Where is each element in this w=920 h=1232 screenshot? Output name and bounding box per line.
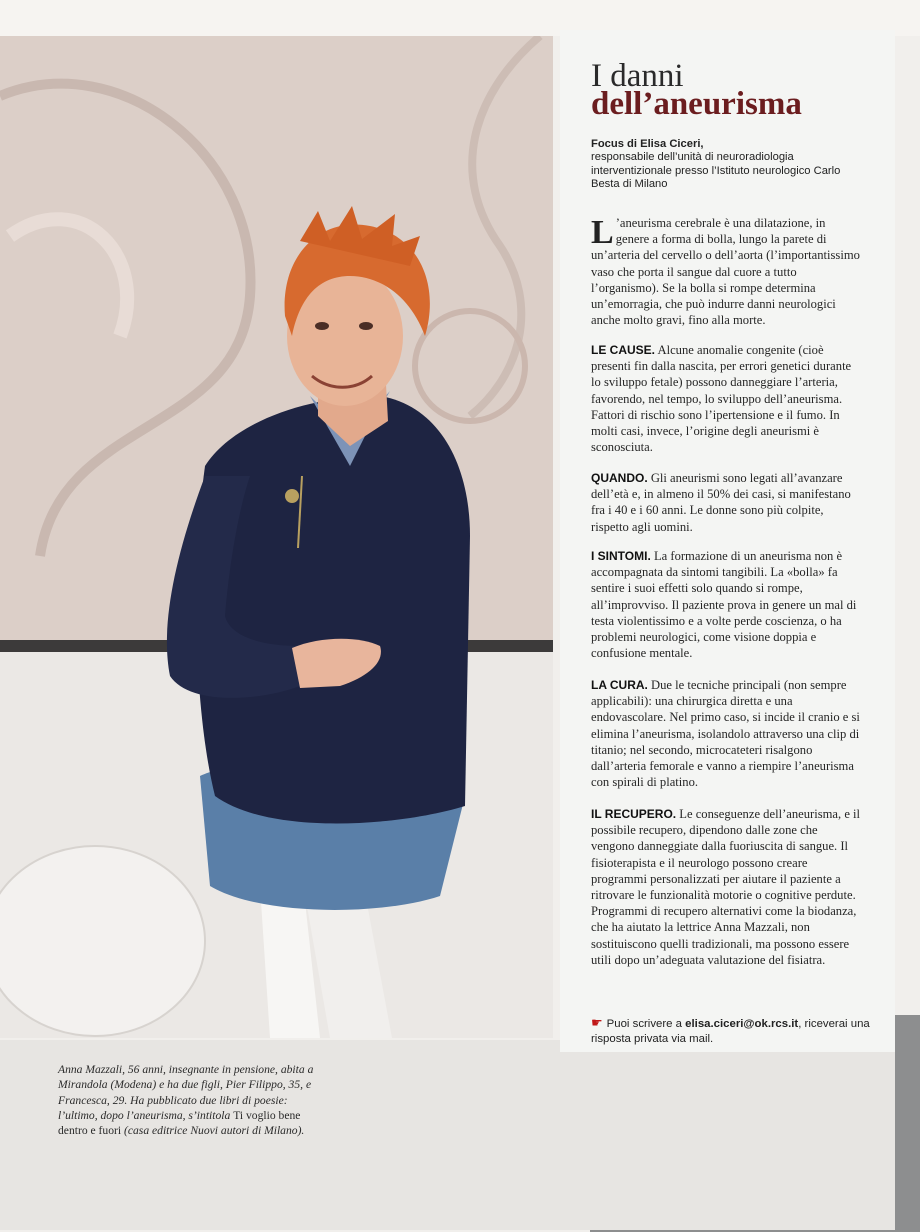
section-label: LE CAUSE. — [591, 343, 656, 357]
headline-line-1: I danni — [591, 58, 684, 94]
section-label: QUANDO. — [591, 471, 648, 485]
pointing-hand-icon: ☛ — [591, 1015, 603, 1030]
caption-text-2: (casa editrice Nuovi autori di Milano). — [121, 1124, 305, 1138]
drop-cap: L — [591, 214, 614, 251]
section-symptoms — [591, 548, 862, 661]
contact-prefix: Puoi scrivere a — [606, 1018, 686, 1030]
section-text: Due le tecniche principali (non sempre applicabili): una chirurgica diretta e una endovascolare. Nel primo caso, si incide il cranio e si elimina l’aneurisma, isolandolo attraverso una clip di titanio; nel secondo, microcateteri risalgono dall’arteria femorale e vanno a riempire l’aneurisma con spirali di platino. — [591, 678, 860, 790]
portrait-photo — [0, 36, 553, 1038]
caption-book-title: Ti voglio bene dentro e fuori — [58, 1108, 301, 1138]
contact-note — [591, 1015, 871, 1047]
section-when — [591, 470, 862, 535]
byline-author: Focus di Elisa Ciceri, — [591, 138, 704, 150]
section-label: IL RECUPERO. — [591, 807, 677, 821]
headline-line-2: dell’aneurisma — [591, 86, 802, 122]
section-text: La formazione di un aneurisma non è accompagnata da sintomi tangibili. La «bolla» fa sentire i suoi effetti solo quando si rompe, all’improvviso. Il paziente prova in genere un mal di testa violentissimo e a volte perde coscienza, o ha problemi neurologici, come visione doppia e confusione mentale. — [591, 549, 857, 661]
byline — [591, 138, 871, 192]
section-text: Gli aneurismi sono legati all’avanzare dell’età e, in almeno il 50% dei casi, si manifestano fra i 40 e i 60 anni. Le donne sono più colpite, rispetto agli uomini. — [591, 471, 851, 534]
contact-suffix: , riceverai una risposta privata via mail. — [591, 1018, 870, 1045]
section-label: LA CURA. — [591, 678, 648, 692]
intro-paragraph — [591, 215, 862, 328]
section-cause — [591, 342, 862, 455]
section-label: I SINTOMI. — [591, 549, 651, 563]
caption-text-1: Anna Mazzali, 56 anni, insegnante in pensione, abita a Mirandola (Modena) e ha due figli, Pier Filippo, 35, e Francesca, 29. Ha pubblicato due libri di poesie: l’ultimo, dopo l’aneurisma, s’intitola — [58, 1063, 314, 1122]
section-recovery — [591, 806, 862, 968]
section-text: Alcune anomalie congenite (cioè presenti fin dalla nascita, per errori genetici durante lo sviluppo fetale) possono danneggiare l’arteria, favorendo, nel tempo, lo sviluppo dell’aneurisma. Fattori di rischio sono l’ipertensione e il fumo. In molti casi, invece, l’origine degli aneurismi è sconosciuta. — [591, 343, 852, 455]
section-cure — [591, 677, 862, 790]
section-text: Le conseguenze dell’aneurisma, e il possibile recupero, dipendono dalle zone che vengono danneggiate dalla fuoriuscita di sangue. Il fisioterapista e il neurologo possono creare programmi personalizzati per aiutare il paziente a ritrovare le funzionalità motorie o cognitive perdute. Programmi di recupero alternativi come la biodanza, che ha aiutato la lettrice Anna Mazzali, non sostituiscono quelli tradizionali, ma possono essere utili dopo un’adeguata valutazione del fisiatra. — [591, 807, 861, 967]
portrait-illustration — [0, 36, 553, 1038]
contact-email-link[interactable]: elisa.ciceri@ok.rcs.it — [685, 1018, 799, 1030]
byline-description: responsabile dell’unità di neuroradiologia interventizionale presso l’Istituto neurologico Carlo Besta di Milano — [591, 151, 841, 191]
photo-caption — [58, 1062, 320, 1138]
intro-text: ’aneurisma cerebrale è una dilatazione, in genere a forma di bolla, lungo la parete di un’arteria del cervello o dell’aorta (l’importantissimo vaso che porta il sangue dal cuore a tutto l’organismo). Se la bolla si rompe determina un’emorragia, che può indurre danni neurologici anche molto gravi, fino alla morte. — [591, 216, 860, 328]
